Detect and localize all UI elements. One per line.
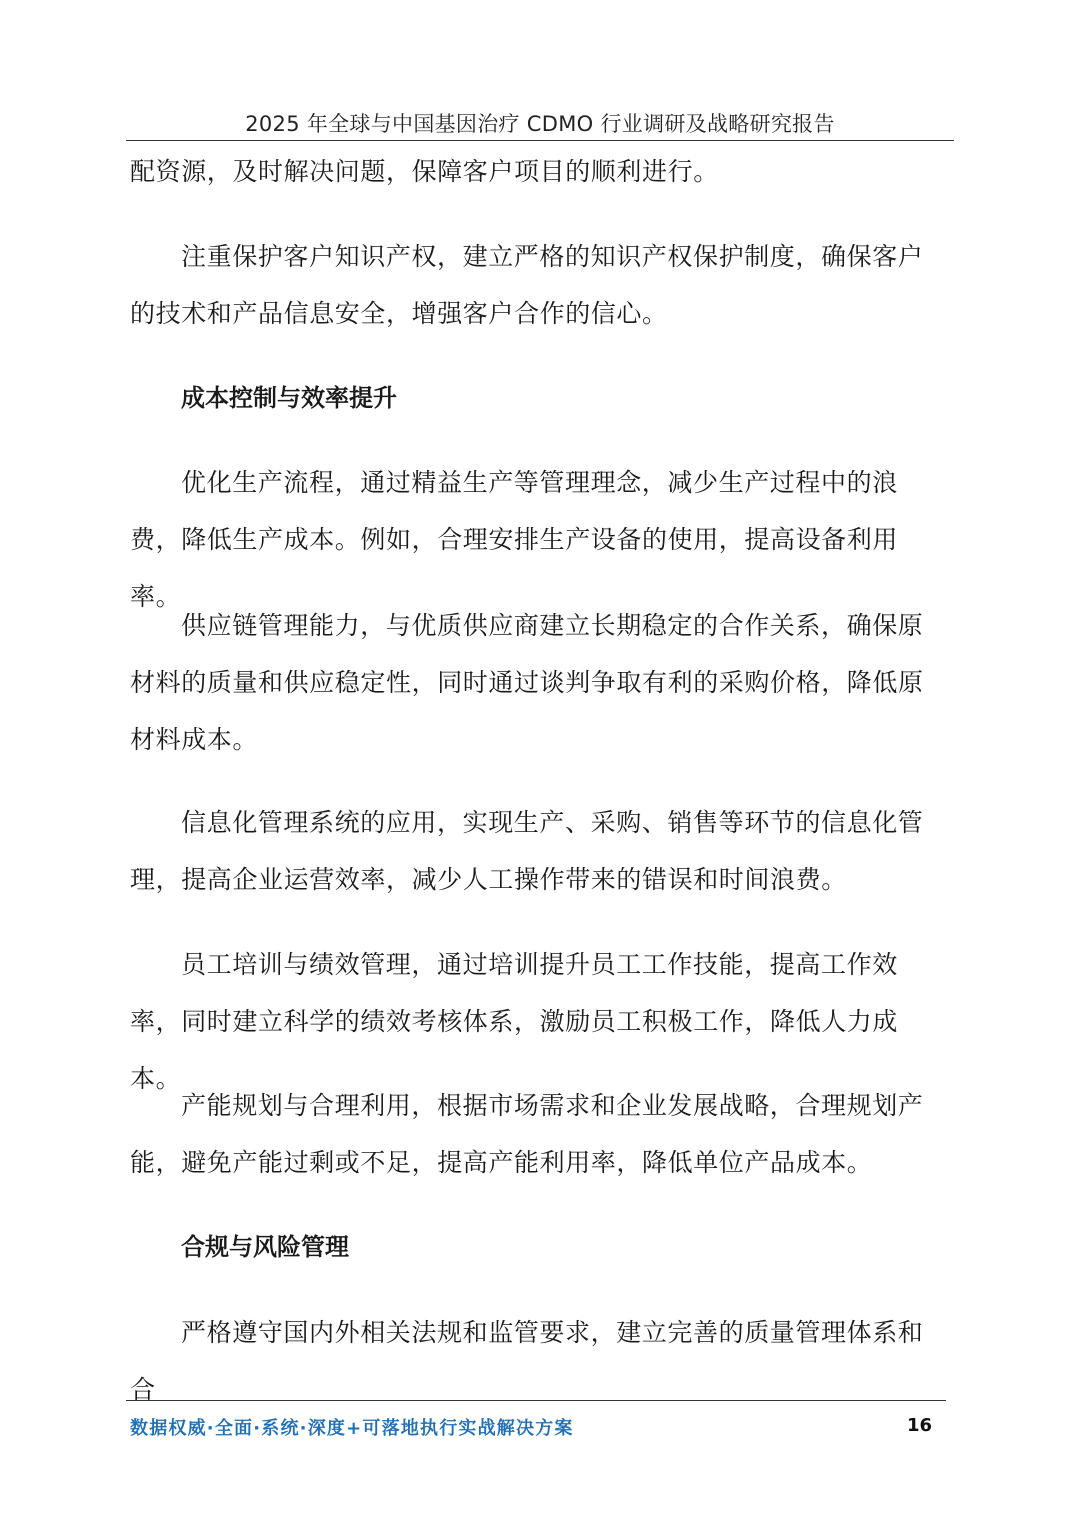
section-heading-cost-control: 成本控制与效率提升 [181,384,397,412]
paragraph-continuation: 配资源，及时解决问题，保障客户项目的顺利进行。 [130,157,719,186]
report-header-title: 2025 年全球与中国基因治疗 CDMO 行业调研及战略研究报告 [245,112,835,136]
paragraph-ip-protection: 注重保护客户知识产权，建立严格的知识产权保护制度，确保客户的技术和产品信息安全，增强客户合作的信心。 [130,242,924,328]
paragraph-information-system: 信息化管理系统的应用，实现生产、采购、销售等环节的信息化管理，提高企业运营效率，减少人工操作带来的错误和时间浪费。 [130,808,924,894]
footer-divider [126,1400,946,1401]
paragraph-supply-chain: 供应链管理能力，与优质供应商建立长期稳定的合作关系，确保原材料的质量和供应稳定性，同时通过谈判争取有利的采购价格，降低原材料成本。 [130,611,924,754]
page-number: 16 [906,1415,932,1436]
paragraph-capacity-planning: 产能规划与合理利用，根据市场需求和企业发展战略，合理规划产能，避免产能过剩或不足，提高产能利用率，降低单位产品成本。 [130,1091,924,1177]
header-divider [126,140,954,141]
paragraph-staff-training: 员工培训与绩效管理，通过培训提升员工工作技能，提高工作效率，同时建立科学的绩效考核体系，激励员工积极工作，降低人力成本。 [130,950,899,1093]
paragraph-process-optimization: 优化生产流程，通过精益生产等管理理念，减少生产过程中的浪费，降低生产成本。例如，合理安排生产设备的使用，提高设备利用率。 [130,468,899,611]
footer-slogan: 数据权威·全面·系统·深度+可落地执行实战解决方案 [130,1418,574,1439]
section-heading-compliance: 合规与风险管理 [181,1233,349,1261]
paragraph-regulatory-compliance: 严格遵守国内外相关法规和监管要求，建立完善的质量管理体系和合 [130,1318,924,1404]
